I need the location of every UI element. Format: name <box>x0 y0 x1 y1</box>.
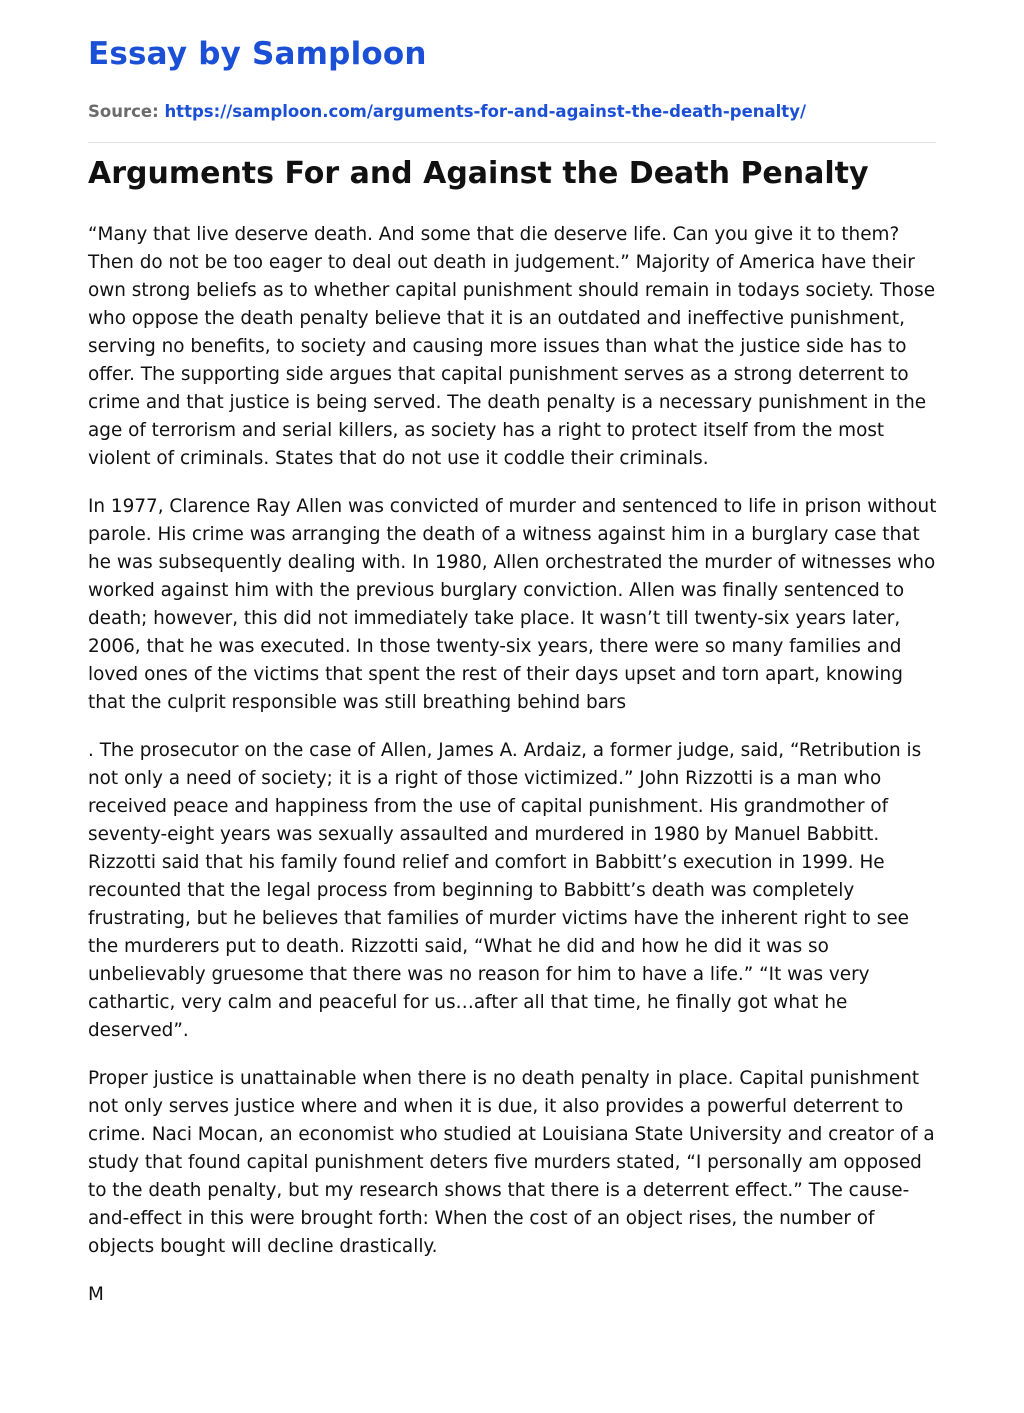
paragraph-5: M <box>88 1284 104 1305</box>
header-divider <box>88 142 936 143</box>
source-link[interactable]: https://samploon.com/arguments-for-and-against-the-death-penalty/ <box>164 102 806 121</box>
paragraph-4: Proper justice is unattainable when there is no death penalty in place. Capital punishment not only serves justice where and when it is due, it also provides a powerful deterrent to crime. Naci Mocan, an economist who studied at Louisiana State University and creator of a study that found capital punishment deters five murders stated, “I personally am opposed to the death penalty, but my research shows that there is a deterrent effect.” The cause-and-effect in this were brought forth: When the cost of an object rises, the number of objects bought will decline drastically. <box>88 1068 935 1257</box>
paragraph-1: “Many that live deserve death. And some that die deserve life. Can you give it to them? Then do not be too eager to deal out death in judgement.” Majority of America have their own strong beliefs as to whether capital punishment should remain in todays society. Those who oppose the death penalty believe that it is an outdated and ineffective punishment, serving no benefits, to society and causing more issues than what the justice side has to offer. The supporting side argues that capital punishment serves as a strong deterrent to crime and that justice is being served. The death penalty is a necessary punishment in the age of terrorism and serial killers, as society has a right to protect itself from the most violent of criminals. States that do not use it coddle their criminals. <box>88 224 936 469</box>
paragraph-2: In 1977, Clarence Ray Allen was convicted of murder and sentenced to life in prison without parole. His crime was arranging the death of a witness against him in a burglary case that he was subsequently dealing with. In 1980, Allen orchestrated the murder of witnesses who worked against him with the previous burglary conviction. Allen was finally sentenced to death; however, this did not immediately take place. It wasn’t till twenty-six years later, 2006, that he was executed. In those twenty-six years, there were so many families and loved ones of the victims that spent the rest of their days upset and torn apart, knowing that the culprit responsible was still breathing behind bars <box>88 496 937 713</box>
source-label: Source: <box>88 102 159 121</box>
paragraph-3: . The prosecutor on the case of Allen, James A. Ardaiz, a former judge, said, “Retribution is not only a need of society; it is a right of those victimized.” John Rizzotti is a man who received peace and happiness from the use of capital punishment. His grandmother of seventy-eight years was sexually assaulted and murdered in 1980 by Manuel Babbitt. Rizzotti said that his family found relief and comfort in Babbitt’s execution in 1999. He recounted that the legal process from beginning to Babbitt’s death was completely frustrating, but he believes that families of murder victims have the inherent right to see the murderers put to death. Rizzotti said, “What he did and how he did it was so unbelievably gruesome that there was no reason for him to have a life.” “It was very cathartic, very calm and peaceful for us…after all that time, he finally got what he deserved”. <box>88 740 922 1041</box>
brand-title: Essay by Samploon <box>88 36 427 72</box>
source-line <box>88 102 806 121</box>
article-body <box>88 221 938 1329</box>
article-title: Arguments For and Against the Death Penalty <box>88 156 869 191</box>
